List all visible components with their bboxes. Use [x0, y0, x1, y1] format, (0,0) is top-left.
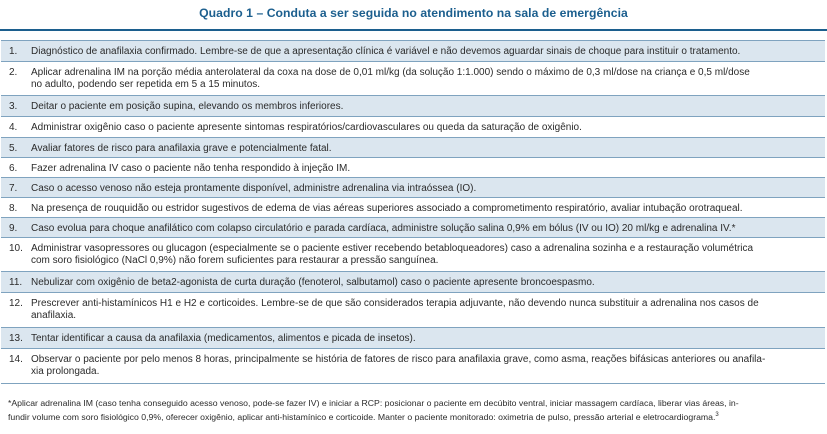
table-row	[1, 328, 825, 349]
table-row	[1, 349, 825, 384]
row-text: Diagnóstico de anafilaxia confirmado. Lembre-se de que a apresentação clínica é variável e não devemos aguardar sinais de choque para instituir o tratamento.	[31, 46, 741, 57]
row-text: Aplicar adrenalina IM na porção média anterolateral da coxa na dose de 0,01 ml/kg (da solução 1:1.000) sendo o máximo de 0,3 ml/dose na criança e 0,5 ml/dose no adulto, podendo ser repetida em 5 a 15 minutos.	[31, 67, 750, 90]
table-row	[1, 158, 825, 178]
row-number: 9.	[9, 223, 18, 234]
table-title: Quadro 1 – Conduta a ser seguida no atendimento na sala de emergência	[199, 6, 628, 20]
row-text: Deitar o paciente em posição supina, elevando os membros inferiores.	[31, 101, 344, 112]
row-number: 13.	[9, 333, 23, 344]
row-number: 11.	[9, 277, 23, 288]
row-text: Prescrever anti-histamínicos H1 e H2 e corticoides. Lembre-se de que são considerados terapia adjuvante, não devendo nunca substituir a adrenalina nos casos de anafilaxia.	[31, 298, 759, 321]
row-number: 3.	[9, 101, 18, 112]
table-row	[1, 96, 825, 117]
table-row	[1, 178, 825, 198]
row-number: 7.	[9, 183, 18, 194]
table-row	[1, 198, 825, 218]
row-number: 1.	[9, 46, 18, 57]
row-text: Caso evolua para choque anafilático com colapso circulatório e parada cardíaca, administre solução salina 0,9% em bólus (IV ou IO) 20 ml/kg e adrenalina IV.*	[31, 223, 736, 234]
row-text: Na presença de rouquidão ou estridor sugestivos de edema de vias aéreas superiores associado a comprometimento respiratório, avaliar intubação orotraqueal.	[31, 203, 743, 214]
row-text: Tentar identificar a causa da anafilaxia (medicamentos, alimentos e picada de insetos).	[31, 333, 416, 344]
footnote-reference: 3	[715, 411, 719, 418]
row-number: 8.	[9, 203, 18, 214]
row-text: Caso o acesso venoso não esteja prontamente disponível, administre adrenalina via intraóssea (IO).	[31, 183, 477, 194]
procedure-table	[1, 40, 825, 384]
row-number: 6.	[9, 163, 18, 174]
table-row	[1, 117, 825, 138]
title-divider	[0, 29, 827, 31]
table-row	[1, 238, 825, 272]
row-number: 12.	[9, 298, 23, 309]
table-row	[1, 138, 825, 158]
table-row	[1, 41, 825, 62]
row-number: 10.	[9, 243, 23, 254]
row-number: 2.	[9, 67, 18, 78]
row-number: 4.	[9, 122, 18, 133]
table-row	[1, 218, 825, 238]
table-row	[1, 272, 825, 293]
table-row	[1, 293, 825, 328]
row-text: Nebulizar com oxigênio de beta2-agonista de curta duração (fenoterol, salbutamol) caso o paciente apresente broncoespasmo.	[31, 277, 595, 288]
row-number: 5.	[9, 143, 18, 154]
row-text: Avaliar fatores de risco para anafilaxia grave e potencialmente fatal.	[31, 143, 332, 154]
table-row	[1, 62, 825, 96]
footnote-text: *Aplicar adrenalina IM (caso tenha conseguido acesso venoso, pode-se fazer IV) e iniciar a RCP: posicionar o paciente em decúbito ventral, iniciar massagem cardíaca, liberar vias áreas, in- fundir volume com soro fisiológico 0,9%, oferecer oxigênio, aplicar anti-histamínico e corticoide. Manter o paciente monitorado: oximetria de pulso, pressão arterial e eletrocardiograma.	[8, 398, 739, 422]
footnote	[8, 398, 820, 423]
row-text: Administrar vasopressores ou glucagon (especialmente se o paciente estiver recebendo betabloqueadores) caso a adrenalina sozinha e a restauração volumétrica com soro fisiológico (NaCl 0,9%) não forem suficientes para restaurar a pressão sanguínea.	[31, 243, 754, 266]
row-text: Administrar oxigênio caso o paciente apresente sintomas respiratórios/cardiovasculares ou queda da saturação de oxigênio.	[31, 122, 582, 133]
row-number: 14.	[9, 354, 23, 365]
row-text: Fazer adrenalina IV caso o paciente não tenha respondido à injeção IM.	[31, 163, 351, 174]
row-text: Observar o paciente por pelo menos 8 horas, principalmente se história de fatores de risco para anafilaxia grave, como asma, reações bifásicas anteriores ou anafila- xia prolongada.	[31, 354, 766, 377]
